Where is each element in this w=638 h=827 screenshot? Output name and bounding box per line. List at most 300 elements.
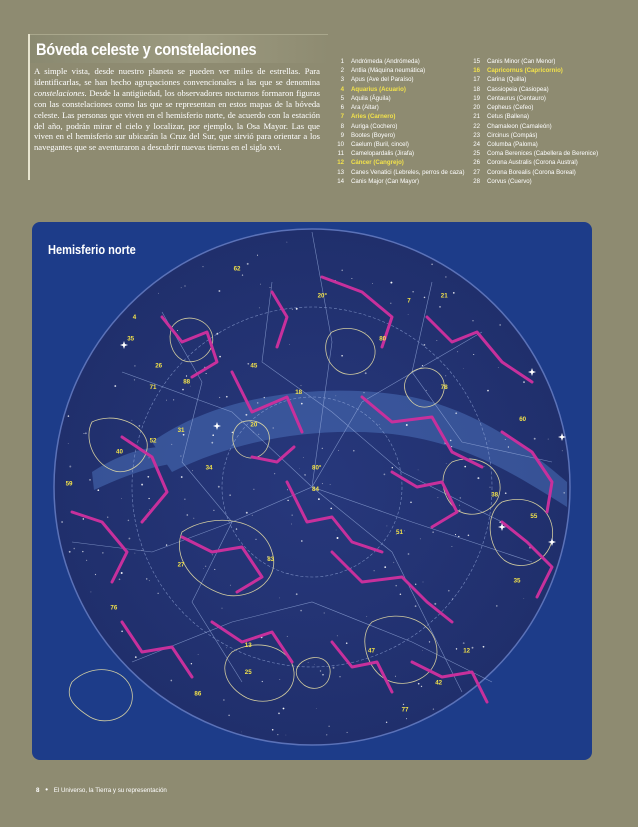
legend-item-number: 4 xyxy=(340,85,344,93)
star xyxy=(236,528,237,529)
star xyxy=(351,278,352,279)
legend-item-name: Cetus (Ballena) xyxy=(487,113,529,121)
star xyxy=(365,372,367,374)
star xyxy=(86,560,87,561)
star xyxy=(455,534,456,535)
star xyxy=(372,283,373,284)
legend-item-number: 10 xyxy=(337,140,344,148)
legend-item-name: Cassiopeia (Casiopea) xyxy=(487,85,549,93)
star xyxy=(421,686,422,687)
star xyxy=(288,573,289,574)
star xyxy=(173,399,174,400)
star xyxy=(400,593,402,595)
star xyxy=(336,530,337,531)
star xyxy=(418,683,420,685)
legend-item-number: 28 xyxy=(473,177,480,185)
star xyxy=(286,735,287,736)
star xyxy=(489,441,490,442)
star xyxy=(365,332,366,333)
star xyxy=(483,646,485,648)
star xyxy=(198,654,199,655)
legend-item-name: Ara (Altar) xyxy=(351,104,379,112)
legend-item-number: 3 xyxy=(340,76,344,84)
legend-item xyxy=(326,66,464,75)
constellation-number-label: 78 xyxy=(440,383,448,391)
star xyxy=(181,476,183,478)
legend-item-number: 22 xyxy=(473,122,480,130)
legend-item xyxy=(326,94,464,103)
star xyxy=(477,477,479,479)
star xyxy=(68,443,69,444)
star xyxy=(246,512,248,514)
star xyxy=(363,392,364,393)
star xyxy=(272,729,274,731)
legend-item-name: Carina (Quilla) xyxy=(487,76,527,84)
star xyxy=(420,538,421,539)
star xyxy=(330,508,332,510)
star xyxy=(135,553,136,554)
star xyxy=(279,598,280,599)
legend-item xyxy=(326,131,464,140)
star xyxy=(366,616,367,617)
legend-item xyxy=(462,122,598,131)
legend-item-number: 6 xyxy=(340,104,344,112)
star xyxy=(445,375,446,376)
star xyxy=(255,539,256,540)
star xyxy=(463,368,464,369)
star xyxy=(69,466,71,468)
star xyxy=(289,344,290,345)
star xyxy=(186,514,188,516)
star xyxy=(257,255,258,256)
star xyxy=(406,718,407,719)
legend-item xyxy=(326,168,464,177)
star xyxy=(408,553,410,555)
star xyxy=(446,463,447,464)
star xyxy=(448,590,450,592)
legend-item-number: 15 xyxy=(473,58,480,65)
star xyxy=(147,476,149,478)
northern-hemisphere-star-map xyxy=(32,222,592,760)
constellation-number-label: 77 xyxy=(401,706,409,714)
star xyxy=(149,509,150,510)
constellation-number-label: 38 xyxy=(491,491,499,499)
legend-item-number: 16 xyxy=(473,67,480,75)
legend-item xyxy=(326,57,464,66)
constellation-number-label: 21 xyxy=(440,292,448,300)
legend-item-number: 8 xyxy=(340,122,344,130)
legend-item-number: 21 xyxy=(473,113,480,121)
constellation-number-label: 76 xyxy=(110,604,118,612)
star xyxy=(459,505,460,506)
legend-item xyxy=(326,177,464,186)
star xyxy=(472,647,474,649)
constellation-number-label: 60 xyxy=(519,416,527,424)
legend-item-number: 27 xyxy=(473,168,480,176)
star xyxy=(324,612,325,613)
star xyxy=(177,330,178,331)
star xyxy=(149,580,150,581)
star xyxy=(395,585,397,587)
star xyxy=(296,593,298,595)
star xyxy=(426,390,427,391)
legend-item-name: Capricornus (Capricornio) xyxy=(487,67,563,75)
legend-item-name: Andrómeda (Andrómeda) xyxy=(351,58,420,65)
constellation-number-label: 62 xyxy=(233,265,241,273)
star xyxy=(259,308,260,309)
star xyxy=(390,282,392,284)
legend-item xyxy=(462,94,598,103)
star xyxy=(436,340,437,341)
star xyxy=(121,630,123,632)
legend-item xyxy=(462,140,598,149)
constellation-number-label: 80 xyxy=(379,335,387,343)
legend-item-number: 26 xyxy=(473,159,480,167)
star xyxy=(69,551,71,553)
star xyxy=(333,667,335,669)
star xyxy=(85,432,87,434)
star xyxy=(346,642,348,644)
legend-item-name: Bootes (Boyero) xyxy=(351,131,396,139)
star xyxy=(287,636,288,637)
legend-item-number: 5 xyxy=(340,94,344,102)
star xyxy=(424,344,426,346)
star xyxy=(218,290,220,292)
map-title: Hemisferio norte xyxy=(48,242,136,257)
legend-item xyxy=(326,112,464,121)
star xyxy=(314,664,315,665)
star xyxy=(487,390,489,392)
star xyxy=(322,483,323,484)
star xyxy=(457,351,458,352)
star xyxy=(328,726,329,727)
star xyxy=(260,284,261,285)
constellation-number-label: 25 xyxy=(244,668,252,676)
star xyxy=(415,584,416,585)
legend-item-number: 11 xyxy=(337,150,344,158)
star xyxy=(287,500,288,501)
legend-item-name: Cepheus (Cefeo) xyxy=(487,104,534,112)
star xyxy=(338,450,339,451)
star xyxy=(562,450,563,451)
star xyxy=(216,333,218,335)
star xyxy=(166,400,167,401)
star xyxy=(374,570,375,571)
legend-item-number: 23 xyxy=(473,131,480,139)
star xyxy=(184,499,185,500)
star xyxy=(245,414,247,416)
legend-item xyxy=(462,177,598,186)
star xyxy=(258,434,259,435)
star xyxy=(247,263,249,265)
star xyxy=(422,650,423,651)
constellation-number-label: 59 xyxy=(65,480,73,488)
star xyxy=(534,438,536,440)
star xyxy=(320,670,321,671)
legend-item xyxy=(462,168,598,177)
star xyxy=(301,540,303,542)
star xyxy=(326,734,327,735)
star xyxy=(415,605,417,607)
star xyxy=(273,427,274,428)
star xyxy=(335,395,336,396)
star xyxy=(228,715,229,716)
legend-item-name: Canes Venatici (Lebreles, perros de caza) xyxy=(351,168,465,176)
star xyxy=(353,450,355,452)
star xyxy=(458,536,459,537)
legend-item xyxy=(462,103,598,112)
star xyxy=(292,515,293,516)
footer-bullet: • xyxy=(45,785,48,794)
star xyxy=(181,287,182,288)
star xyxy=(393,562,394,563)
legend-item xyxy=(326,75,464,84)
constellation-number-label: 86 xyxy=(194,690,202,698)
star xyxy=(523,598,524,599)
star xyxy=(424,297,426,299)
star xyxy=(318,498,320,500)
star xyxy=(192,470,193,471)
legend-item-number: 18 xyxy=(473,85,480,93)
star xyxy=(339,676,340,677)
star xyxy=(158,593,159,594)
star xyxy=(186,375,187,376)
star xyxy=(82,551,83,552)
legend-column-2 xyxy=(462,57,598,186)
star xyxy=(226,647,227,648)
legend-item-name: Canis Minor (Can Menor) xyxy=(487,58,556,65)
star xyxy=(257,402,259,404)
star xyxy=(171,444,172,445)
star-map-panel xyxy=(32,222,592,760)
legend-item-number: 7 xyxy=(340,113,344,121)
legend-item-name: Apus (Ave del Paraíso) xyxy=(351,76,414,84)
legend-item-name: Coma Berenices (Cabellera de Berenice) xyxy=(487,150,599,158)
page-title: Bóveda celeste y constelaciones xyxy=(36,40,257,59)
constellation-number-label: 88 xyxy=(183,378,191,386)
star xyxy=(149,458,150,459)
star xyxy=(135,656,137,658)
star xyxy=(453,292,455,294)
constellation-number-label: 71 xyxy=(149,383,157,391)
legend-item-name: Aquarius (Acuario) xyxy=(351,85,406,93)
star xyxy=(283,708,285,710)
legend-item xyxy=(326,140,464,149)
star xyxy=(218,486,220,488)
star xyxy=(262,681,263,682)
star xyxy=(431,263,433,265)
star xyxy=(386,722,387,723)
star xyxy=(222,608,223,609)
star xyxy=(211,442,213,444)
legend-item-name: Corvus (Cuervo) xyxy=(487,177,532,185)
star xyxy=(308,662,309,663)
star xyxy=(422,365,423,366)
star xyxy=(191,663,192,664)
star xyxy=(408,314,409,315)
star xyxy=(203,266,204,267)
legend-item-number: 13 xyxy=(337,168,344,176)
star xyxy=(322,448,323,449)
star xyxy=(270,287,271,288)
star xyxy=(253,432,254,433)
star xyxy=(68,415,69,416)
star xyxy=(183,434,185,436)
star xyxy=(212,554,213,555)
star xyxy=(412,291,413,292)
legend-item-name: Corona Australis (Corona Austral) xyxy=(487,159,578,167)
star xyxy=(451,446,452,447)
constellation-number-label: 27 xyxy=(177,561,185,569)
star xyxy=(451,546,452,547)
star xyxy=(341,355,343,357)
legend-item-name: Canis Major (Can Mayor) xyxy=(351,177,420,185)
constellation-number-label: 40 xyxy=(116,448,123,456)
star xyxy=(229,494,230,495)
star xyxy=(241,421,242,422)
star xyxy=(97,489,99,491)
star xyxy=(450,440,452,442)
constellation-number-label: 42 xyxy=(435,679,443,687)
star xyxy=(287,489,288,490)
star xyxy=(301,385,302,386)
star xyxy=(303,457,304,458)
intro-part-1: A simple vista, desde nuestro planeta se pueden ver miles de estrellas. Para identificarlas, se han hecho agrupaciones convencionales a las que se denomina xyxy=(34,66,320,87)
star xyxy=(170,680,172,682)
star xyxy=(403,704,404,705)
constellation-number-label: 34 xyxy=(205,464,213,472)
intro-emphasis: constelaciones. xyxy=(34,87,87,98)
constellation-number-label: 35 xyxy=(513,577,521,585)
star xyxy=(107,517,108,518)
star xyxy=(455,412,457,414)
star xyxy=(223,699,224,700)
legend-item-number: 12 xyxy=(337,159,344,167)
star xyxy=(563,492,564,493)
legend-item xyxy=(462,112,598,121)
star xyxy=(505,492,507,494)
star xyxy=(206,373,207,374)
star xyxy=(291,524,292,525)
star xyxy=(316,708,317,709)
star xyxy=(114,385,116,387)
star xyxy=(128,538,130,540)
star xyxy=(84,433,85,434)
star xyxy=(193,518,194,519)
star xyxy=(548,439,549,440)
star xyxy=(212,434,214,436)
star xyxy=(434,603,436,605)
star xyxy=(139,425,141,427)
legend-item xyxy=(462,66,598,75)
star xyxy=(166,544,167,545)
legend-item-name: Corona Borealis (Corona Boreal) xyxy=(487,168,576,176)
page-number: 8 xyxy=(36,787,40,794)
star xyxy=(292,309,293,310)
constellation-number-label: 7 xyxy=(407,297,411,305)
constellation-number-label: 47 xyxy=(368,647,375,655)
star xyxy=(121,572,123,574)
star xyxy=(73,548,75,550)
star xyxy=(142,550,143,551)
star xyxy=(392,467,393,468)
star xyxy=(337,537,339,539)
star xyxy=(429,641,430,642)
star xyxy=(500,324,501,325)
star xyxy=(230,585,231,586)
star xyxy=(498,367,499,368)
star xyxy=(219,356,221,358)
legend-item-name: Camelopardalis (Jirafa) xyxy=(351,150,414,158)
star xyxy=(330,484,331,485)
legend-item xyxy=(326,158,464,167)
constellation-number-label: 31 xyxy=(177,426,185,434)
star xyxy=(523,381,525,383)
footer-text: El Universo, la Tierra y su representación xyxy=(53,787,167,794)
legend-item-name: Antlia (Máquina neumática) xyxy=(351,67,426,75)
star xyxy=(508,446,509,447)
star xyxy=(274,473,275,474)
star xyxy=(423,582,424,583)
legend-item-name: Centaurus (Centauro) xyxy=(487,94,546,102)
star xyxy=(505,439,506,440)
star xyxy=(472,320,473,321)
legend-item xyxy=(326,85,464,94)
star xyxy=(241,732,242,733)
star xyxy=(439,306,440,307)
legend-item xyxy=(462,149,598,158)
legend-item xyxy=(462,57,598,66)
star xyxy=(287,242,288,243)
star xyxy=(404,531,405,532)
constellation-number-label: 35 xyxy=(127,335,135,343)
legend-column-1 xyxy=(326,57,464,186)
legend-item-number: 24 xyxy=(473,140,480,148)
constellation-number-label: 18 xyxy=(295,389,303,397)
star xyxy=(226,396,228,398)
star xyxy=(190,386,191,387)
star xyxy=(132,420,133,421)
star xyxy=(418,470,419,471)
star xyxy=(390,303,391,304)
star xyxy=(134,379,135,380)
star xyxy=(347,732,348,733)
star xyxy=(300,610,302,612)
legend-item xyxy=(326,149,464,158)
star xyxy=(279,679,280,680)
star xyxy=(322,674,324,676)
legend-item-number: 19 xyxy=(473,94,480,102)
star xyxy=(459,509,460,510)
star xyxy=(432,531,433,532)
star xyxy=(277,734,278,735)
constellation-number-label: 4 xyxy=(132,313,137,321)
star xyxy=(452,598,453,599)
star xyxy=(386,525,387,526)
star xyxy=(384,566,386,568)
star xyxy=(456,648,457,649)
star xyxy=(121,498,122,499)
star xyxy=(146,578,148,580)
legend-item-name: Caelum (Buril, cincel) xyxy=(351,140,409,148)
star xyxy=(379,424,380,425)
star xyxy=(464,466,466,468)
star xyxy=(384,474,386,476)
star xyxy=(460,497,462,499)
star xyxy=(301,403,303,405)
star xyxy=(158,293,159,294)
legend-item-name: Cáncer (Cangrejo) xyxy=(351,159,404,167)
